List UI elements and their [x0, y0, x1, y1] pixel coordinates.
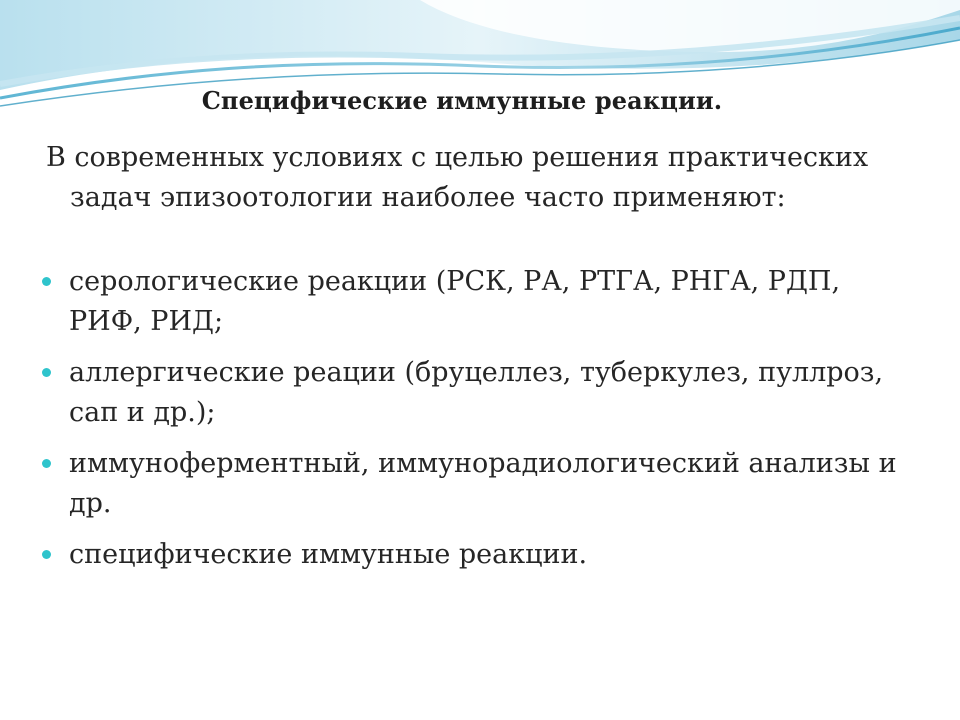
bullet-item-serological	[0, 262, 900, 342]
bullet-text: специфические иммунные реакции.	[69, 539, 588, 570]
bullet-item-immunoassay	[0, 444, 900, 524]
bullet-list	[0, 262, 900, 586]
bullet-dot-icon	[42, 277, 51, 286]
bullet-text: иммуноферментный, иммунорадиологический анализы и др.	[69, 448, 897, 519]
bullet-text: аллергические реации (бруцеллез, туберкулез, пуллроз, сап и др.);	[69, 357, 884, 428]
slide-title: Специфические иммунные реакции.	[201, 86, 723, 115]
bullet-text: серологические реакции (РСК, РА, РТГА, РНГА, РДП, РИФ, РИД;	[69, 266, 841, 337]
bullet-dot-icon	[42, 459, 51, 468]
bullet-dot-icon	[42, 550, 51, 559]
bullet-item-allergic	[0, 353, 900, 433]
intro-paragraph: В современных условиях с целью решения практических задач эпизоотологии наиболее часто применяют:	[46, 142, 869, 213]
bullet-item-specific	[0, 535, 900, 575]
bullet-dot-icon	[42, 368, 51, 377]
